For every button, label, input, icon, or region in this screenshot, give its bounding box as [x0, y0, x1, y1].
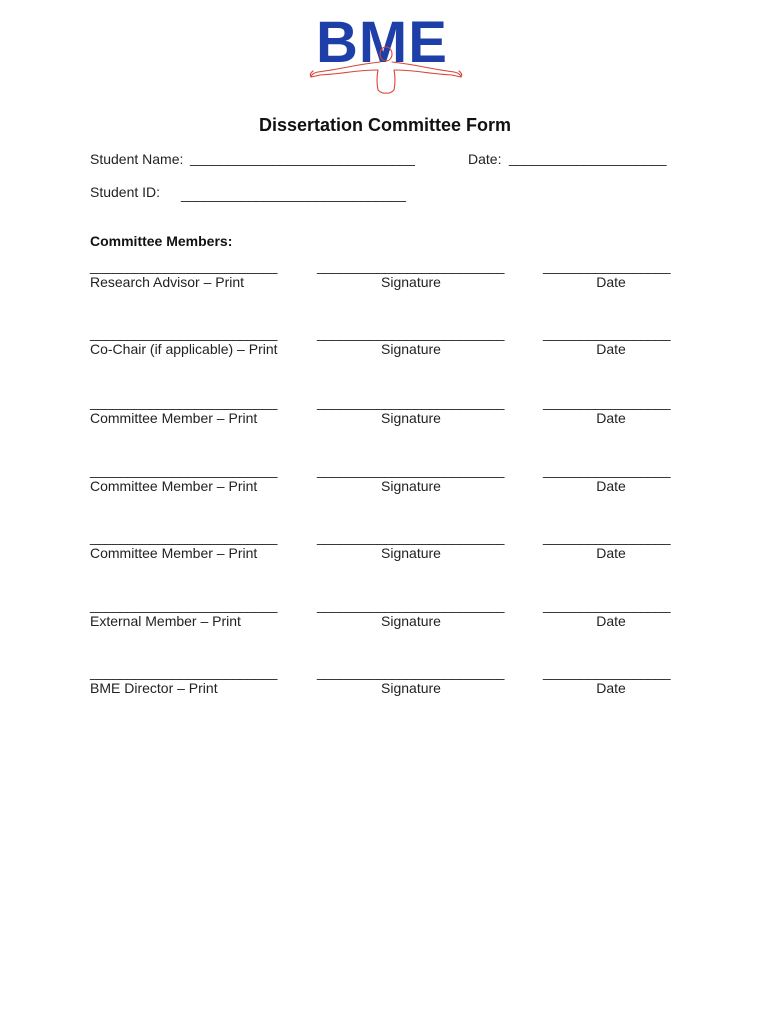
signature-field[interactable]: _________________________ — [317, 529, 505, 545]
signature-label: Signature — [381, 613, 441, 629]
date-field[interactable]: _________________ — [543, 325, 671, 341]
signature-field[interactable]: _________________________ — [317, 258, 505, 274]
date-field[interactable]: _________________ — [543, 529, 671, 545]
print-name-field[interactable]: _________________________ — [90, 597, 278, 613]
committee-row — [0, 597, 770, 637]
signature-field[interactable]: _________________________ — [317, 394, 505, 410]
human-figure-icon — [308, 20, 464, 96]
date-column-label: Date — [596, 545, 626, 561]
print-name-field[interactable]: _________________________ — [90, 462, 278, 478]
date-field[interactable]: _________________ — [543, 597, 671, 613]
print-name-field[interactable]: _________________________ — [90, 394, 278, 410]
date-field[interactable]: _________________ — [543, 394, 671, 410]
committee-row — [0, 325, 770, 365]
signature-label: Signature — [381, 341, 441, 357]
date-field[interactable]: _____________________ — [509, 150, 667, 166]
date-column-label: Date — [596, 613, 626, 629]
form-title: Dissertation Committee Form — [258, 115, 512, 135]
signature-field[interactable]: _________________________ — [317, 462, 505, 478]
bme-logo — [308, 10, 464, 96]
print-name-field[interactable]: _________________________ — [90, 529, 278, 545]
signature-label: Signature — [381, 410, 441, 426]
committee-row — [0, 394, 770, 434]
committee-row — [0, 529, 770, 569]
committee-heading: Committee Members: — [90, 233, 233, 249]
date-column-label: Date — [596, 478, 626, 494]
date-column-label: Date — [596, 680, 626, 696]
date-column-label: Date — [596, 410, 626, 426]
print-label: Research Advisor – Print — [90, 274, 245, 290]
print-name-field[interactable]: _________________________ — [90, 258, 278, 274]
committee-row — [0, 462, 770, 502]
student-id-label: Student ID: — [90, 184, 161, 200]
print-name-field[interactable]: _________________________ — [90, 664, 278, 680]
date-column-label: Date — [596, 341, 626, 357]
student-name-label: Student Name: — [90, 151, 184, 167]
print-label: Committee Member – Print — [90, 410, 258, 426]
signature-field[interactable]: _________________________ — [317, 325, 505, 341]
print-label: External Member – Print — [90, 613, 241, 629]
print-label: Co-Chair (if applicable) – Print — [90, 341, 278, 357]
date-field[interactable]: _________________ — [543, 258, 671, 274]
date-field[interactable]: _________________ — [543, 462, 671, 478]
committee-row — [0, 258, 770, 298]
signature-label: Signature — [381, 545, 441, 561]
signature-field[interactable]: _________________________ — [317, 597, 505, 613]
signature-field[interactable]: _________________________ — [317, 664, 505, 680]
signature-label: Signature — [381, 680, 441, 696]
student-id-field[interactable]: ______________________________ — [181, 186, 406, 202]
print-label: BME Director – Print — [90, 680, 218, 696]
student-name-field[interactable]: ______________________________ — [190, 150, 415, 166]
date-column-label: Date — [596, 274, 626, 290]
date-label: Date: — [468, 151, 502, 167]
date-field[interactable]: _________________ — [543, 664, 671, 680]
print-label: Committee Member – Print — [90, 545, 258, 561]
signature-label: Signature — [381, 274, 441, 290]
committee-row — [0, 664, 770, 704]
print-name-field[interactable]: _________________________ — [90, 325, 278, 341]
print-label: Committee Member – Print — [90, 478, 258, 494]
bme-logo-text: BME — [316, 10, 448, 75]
signature-label: Signature — [381, 478, 441, 494]
